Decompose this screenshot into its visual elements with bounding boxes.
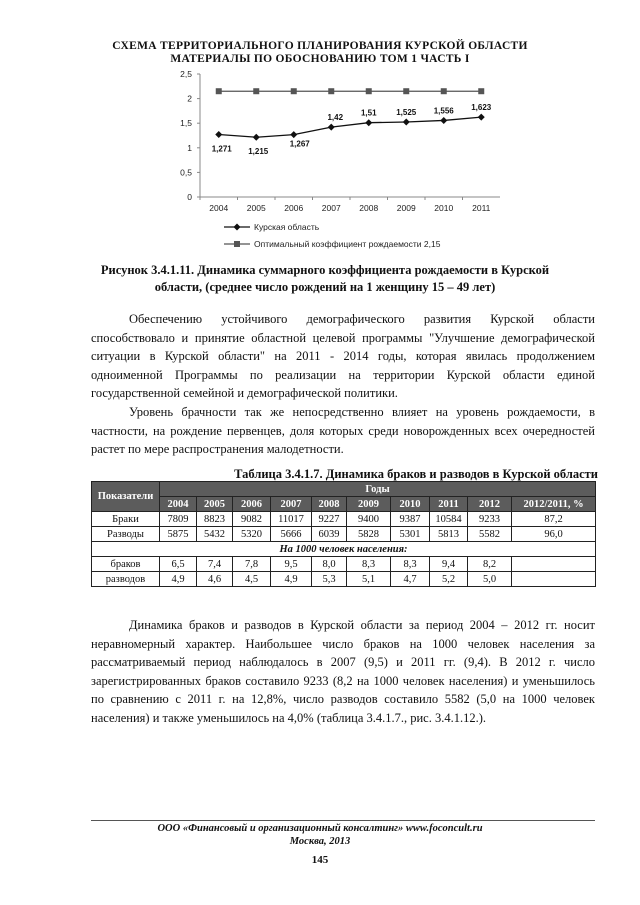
optimal-series-point [216, 88, 222, 94]
table-subheader-row [92, 542, 596, 557]
header-line-1: СХЕМА ТЕРРИТОРИАЛЬНОГО ПЛАНИРОВАНИЯ КУРСКОЙ ОБЛАСТИ [112, 40, 528, 52]
kursk-data-label: 1,623 [471, 103, 492, 113]
kursk-series-point [478, 114, 485, 121]
optimal-series-point [253, 88, 259, 94]
kursk-data-label: 1,525 [396, 107, 417, 117]
y-tick-label: 2,5 [180, 69, 192, 79]
y-tick-label: 0 [187, 192, 192, 202]
kursk-series-point [440, 117, 447, 124]
table-cell: 5813 [430, 527, 468, 542]
optimal-series-point [366, 88, 372, 94]
table-cell: 9387 [391, 512, 430, 527]
table-cell: 9,5 [271, 557, 312, 572]
kursk-data-label: 1,267 [289, 139, 310, 149]
kursk-data-label: 1,51 [360, 108, 377, 118]
y-tick-label: 1 [187, 142, 192, 153]
table-years-header: Годы [160, 482, 596, 497]
figure-caption-line-2: области, (среднее число рождений на 1 женщину 15 – 49 лет) [154, 280, 496, 294]
kursk-series-point [215, 131, 222, 138]
paragraph: Обеспечению устойчивого демографического развития Курской области способствовало и принятие областной целевой программы "Улучшение демографической ситуации в Курской области" на 2011 - 2014 годы, которая явилась продолжением одноименной Программы по реализации на территории Курской области единой государственной семейной и демографической политики. [91, 312, 595, 401]
text-block-1 [91, 310, 595, 459]
table-cell: 4,9 [271, 572, 312, 587]
table-year-cell: 2012/2011, % [512, 497, 596, 512]
table-cell: 10584 [430, 512, 468, 527]
header-line-2: МАТЕРИАЛЫ ПО ОБОСНОВАНИЮ ТОМ 1 ЧАСТЬ I [170, 53, 470, 65]
table-cell: 9,4 [430, 557, 468, 572]
table-cell: 5320 [233, 527, 271, 542]
table-row [92, 572, 596, 587]
table-cell: 7,4 [197, 557, 233, 572]
table-cell: 5,1 [347, 572, 391, 587]
table-cell: 9233 [468, 512, 512, 527]
x-tick-label: 2011 [472, 203, 491, 213]
legend-kursk-label: Курская область [254, 222, 320, 232]
x-tick-label: 2004 [209, 203, 229, 213]
kursk-data-label: 1,271 [211, 144, 232, 154]
table-cell: 8,0 [312, 557, 347, 572]
figure-caption-line-1: Рисунок 3.4.1.11. Динамика суммарного коэффициента рождаемости в Курской [100, 263, 550, 277]
table-cell: 5,3 [312, 572, 347, 587]
x-tick-label: 2008 [359, 203, 379, 213]
kursk-data-label: 1,215 [248, 147, 269, 157]
table-cell: 5,0 [468, 572, 512, 587]
table-row [92, 512, 596, 527]
table-cell: 8823 [197, 512, 233, 527]
footer-divider [91, 820, 595, 821]
x-tick-label: 2009 [396, 203, 416, 213]
legend-optimal-label: Оптимальный коэффициент рождаемости 2,15 [254, 239, 441, 249]
table-cell [512, 557, 596, 572]
table-cell: 4,9 [160, 572, 197, 587]
table-year-cell: 2004 [160, 497, 197, 512]
x-tick-label: 2010 [434, 203, 454, 213]
table-caption: Таблица 3.4.1.7. Динамика браков и разводов в Курской области [234, 467, 598, 481]
optimal-series-point [478, 88, 484, 94]
table-year-cell: 2012 [468, 497, 512, 512]
table-cell: 4,7 [391, 572, 430, 587]
table-cell: 7,8 [233, 557, 271, 572]
table-cell: 96,0 [512, 527, 596, 542]
table-cell: 6,5 [160, 557, 197, 572]
figure-caption [90, 262, 560, 296]
x-tick-label: 2007 [321, 203, 341, 213]
optimal-series-point [403, 88, 409, 94]
y-tick-label: 1,5 [180, 118, 192, 129]
table-cell: 9400 [347, 512, 391, 527]
table-year-cell: 2005 [197, 497, 233, 512]
table-cell: 5828 [347, 527, 391, 542]
marriage-divorce-table [91, 481, 596, 587]
paragraph: Уровень брачности так же непосредственно влияет на уровень рождаемости, в частности, на рождение первенцев, доля которых среди новорожденных всех очередностей растет по мере распространения малодетности. [91, 404, 595, 457]
table-cell: 5,2 [430, 572, 468, 587]
table-year-cell: 2006 [233, 497, 271, 512]
kursk-series-point [290, 131, 297, 138]
table-year-cell: 2011 [430, 497, 468, 512]
kursk-series-point [328, 124, 335, 131]
table-cell: 5875 [160, 527, 197, 542]
optimal-series-point [328, 88, 334, 94]
optimal-series-point [441, 88, 447, 94]
table-year-cell: 2010 [391, 497, 430, 512]
text-block-2 [91, 616, 595, 728]
footer-city-year: Москва, 2013 [289, 836, 351, 847]
table-cell: 4,6 [197, 572, 233, 587]
table-row-label: браков [92, 557, 160, 572]
table-year-cell: 2009 [347, 497, 391, 512]
table-cell: 8,3 [391, 557, 430, 572]
table-years-row [92, 497, 596, 512]
fertility-line-chart [0, 60, 640, 260]
kursk-data-label: 1,42 [327, 113, 344, 123]
table-cell: 7809 [160, 512, 197, 527]
table-row-label: разводов [92, 572, 160, 587]
paragraph: Динамика браков и разводов в Курской области за период 2004 – 2012 гг. носит неравномерный характер. Наибольшее число браков на 1000 человек населения за рассматриваемый период наблюдалось в 2007 (9,5) и 2011 гг. (9,4). В 2012 г. число зарегистрированных браков составило 9233 (8,2 на 1000 человек населения) и уменьшилось по сравнению с 2011 г. на 12,8%, число разводов составило 5582 (5,0 на 1000 человек населения) и также уменьшилось на 4,0% (таблица 3.4.1.7., рис. 3.4.1.12.). [91, 618, 595, 725]
table-year-cell: 2008 [312, 497, 347, 512]
table-cell: 87,2 [512, 512, 596, 527]
legend-optimal-marker [234, 241, 240, 247]
table-row [92, 527, 596, 542]
table-cell [512, 572, 596, 587]
table-cell: 5432 [197, 527, 233, 542]
table-cell: 5301 [391, 527, 430, 542]
table-year-cell: 2007 [271, 497, 312, 512]
table-subheader: На 1000 человек населения: [92, 542, 596, 557]
table-header-row [92, 482, 596, 497]
table-cell: 6039 [312, 527, 347, 542]
y-tick-label: 2 [187, 93, 192, 104]
kursk-data-label: 1,556 [433, 106, 454, 116]
table-cell: 9082 [233, 512, 271, 527]
table-cell: 11017 [271, 512, 312, 527]
page-number: 145 [311, 854, 329, 866]
kursk-series-point [403, 118, 410, 125]
table-cell: 4,5 [233, 572, 271, 587]
table-row [92, 557, 596, 572]
x-tick-label: 2006 [284, 203, 304, 213]
table-cell: 5582 [468, 527, 512, 542]
table-cell: 8,3 [347, 557, 391, 572]
table-col-header: Показатели [92, 482, 160, 512]
legend-kursk-marker [234, 224, 241, 231]
kursk-series-point [253, 134, 260, 141]
x-tick-label: 2005 [246, 203, 266, 213]
y-tick-label: 0,5 [180, 167, 192, 178]
table-row-label: Разводы [92, 527, 160, 542]
optimal-series-point [291, 88, 297, 94]
table-cell: 9227 [312, 512, 347, 527]
table-cell: 5666 [271, 527, 312, 542]
table-cell: 8,2 [468, 557, 512, 572]
footer-company: ООО «Финансовый и организационный консалтинг» www.foconcult.ru [157, 823, 483, 834]
table-row-label: Браки [92, 512, 160, 527]
kursk-series-point [365, 119, 372, 126]
